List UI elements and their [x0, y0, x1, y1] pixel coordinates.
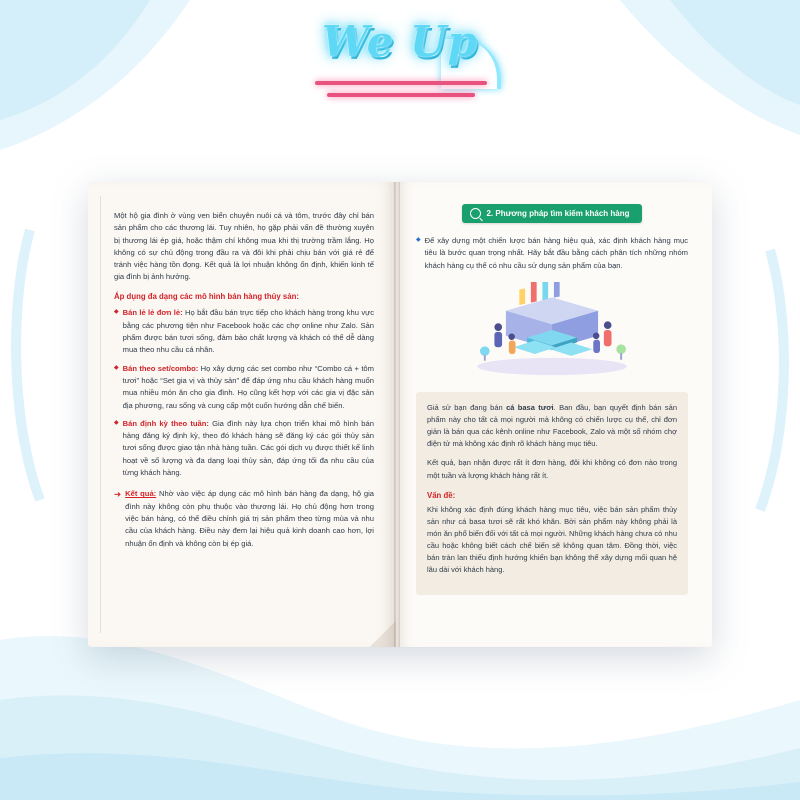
book-spine — [394, 182, 400, 647]
list-item — [416, 235, 688, 272]
result-text — [125, 488, 374, 549]
note-paragraph-1 — [427, 402, 677, 451]
intro-paragraph: Một hộ gia đình ở vùng ven biển chuyên nuôi cá và tôm, trước đây chỉ bán sản phẩm cho các thương lái. Tuy nhiên, họ gặp phải vấn đề thường xuyên bị thương lái ép giá, hoặc thậm chí không mua khi thị trường trầm lắng. Họ không có sự chủ động trong đầu ra và đôi khi phải chịu bán với giá rẻ để tránh việc hàng tồn đọng. Kết quả là lợi nhuận không ổn định, khiến kinh tế gia đình bị ảnh hưởng. — [114, 211, 374, 282]
example-note-card — [416, 392, 688, 595]
diamond-bullet-icon: ◆ — [114, 309, 119, 316]
bullet-body-text: Họ bắt đầu bán trực tiếp cho khách hàng trong khu vực bằng các phương tiện như Facebook hoặc các chợ online như Zalo. Sản phẩm được bán tươi sống, đảm bảo chất lượng và khách có thể dễ dàng mua theo nhu cầu cá nhân. — [122, 308, 374, 355]
bullet-text — [123, 307, 374, 356]
bullet-lead: Bán theo set/combo: — [122, 363, 199, 373]
data-analytics-illustration — [454, 282, 650, 378]
left-page-heading: Áp dụng đa dạng các mô hình bán hàng thủy sản: — [114, 291, 299, 301]
list-item — [114, 363, 374, 412]
diamond-bullet-icon: ◆ — [114, 364, 119, 371]
arrow-right-icon: ➜ — [114, 489, 122, 500]
bullet-text — [123, 418, 374, 479]
bullet-lead: Bán định kỳ theo tuần: — [122, 418, 209, 428]
note-p1-bold: cá basa tươi — [506, 402, 554, 412]
logo-underline-2 — [327, 93, 475, 97]
result-body-text: Nhờ vào việc áp dụng các mô hình bán hàng đa dạng, hộ gia đình này không còn phụ thuộc vào thương lái. Họ chủ động hơn trong việc bán hàng, có thể điều chỉnh giá trị sản phẩm theo từng mùa và nhu cầu của khách hàng. Điều này đem lại hiệu quả kinh doanh cao hơn, lợi nhuận ổn định và không còn bị ép giá. — [125, 489, 374, 548]
bullet-text — [123, 363, 374, 412]
section-banner-wrap — [416, 204, 688, 235]
problem-heading: Vấn đề: — [427, 490, 456, 500]
page-corner-shadow — [370, 621, 396, 647]
note-paragraph-3: Khi không xác định đúng khách hàng mục tiêu, việc bán sản phẩm thủy sản như cá basa tươi sẽ rất khó khăn. Bởi sản phẩm này không phải là món ăn phổ biến đối với tất cả mọi người. Những khách hàng chưa có nhu cầu hoặc không biết cách chế biến sẽ không quan tâm. Đồng thời, việc bán tràn lan thiếu định hướng khiến bạn không thể xây dựng mối quan hệ lâu dài với khách hàng. — [427, 504, 677, 575]
status-badge — [462, 204, 641, 223]
open-book — [88, 182, 712, 647]
bullet-text: Để xây dựng một chiến lược bán hàng hiệu quả, xác định khách hàng mục tiêu là bước quan trọng nhất. Hãy bắt đầu bằng cách phân tích những nhóm khách hàng cụ thể có nhu cầu sử dụng sản phẩm của bạn. — [424, 236, 688, 270]
logo-text: We Up — [321, 17, 479, 66]
bullet-lead: Bán lẻ lẻ đơn lẻ: — [122, 308, 183, 318]
result-item — [114, 488, 374, 549]
diamond-bullet-icon: ◆ — [114, 419, 119, 426]
note-p1-post: . Ban đầu, bạn quyết định bán sản phẩm này cho tất cả mọi người mà không có chiến lược cụ thể, chỉ đơn giản là bán qua các kênh online như Facebook, Zalo và một số nhóm chợ điện tử mà không xác định rõ khách hàng mục tiêu. — [427, 402, 678, 449]
note-paragraph-2: Kết quả, bạn nhận được rất ít đơn hàng, đôi khi không có đơn nào trong một tuần và lượng khách hàng rất ít. — [427, 458, 677, 480]
logo-underline-1 — [315, 81, 487, 85]
list-item — [114, 418, 374, 479]
result-lead: Kết quả: — [125, 489, 157, 499]
note-p1-pre: Giả sử bạn đang bán — [427, 402, 507, 412]
book-page-left — [88, 182, 396, 647]
bullet-body-text: Họ xây dựng các set combo như “Combo cá + tôm tươi” hoặc “Set gia vị và thủy sản” để đáp ứng nhu cầu khách hàng muốn mua nhiều món ăn cho gia đình. Họ cũng kết hợp với các gia vị đặc sản địa phương, rau sống và cung cấp một cuốn hướng dẫn chế biến. — [122, 363, 374, 410]
list-item — [114, 307, 374, 356]
brand-logo — [0, 8, 800, 118]
bullet-body-text: Gia đình này lựa chọn triển khai mô hình bán hàng đăng ký định kỳ, theo đó khách hàng sẽ đăng ký các gói thủy sản tươi sống được giao tận nhà hàng tuần. Các gói dịch vụ được thiết kế linh hoạt về số lượng và đa dạng loại thủy sản, đáp ứng tối đa nhu cầu của từng khách hàng. — [122, 418, 374, 478]
search-icon — [470, 208, 481, 219]
book-page-right — [396, 182, 712, 647]
section-banner-label: 2. Phương pháp tìm kiếm khách hàng — [486, 209, 630, 218]
diamond-bullet-icon: ◆ — [416, 237, 421, 243]
